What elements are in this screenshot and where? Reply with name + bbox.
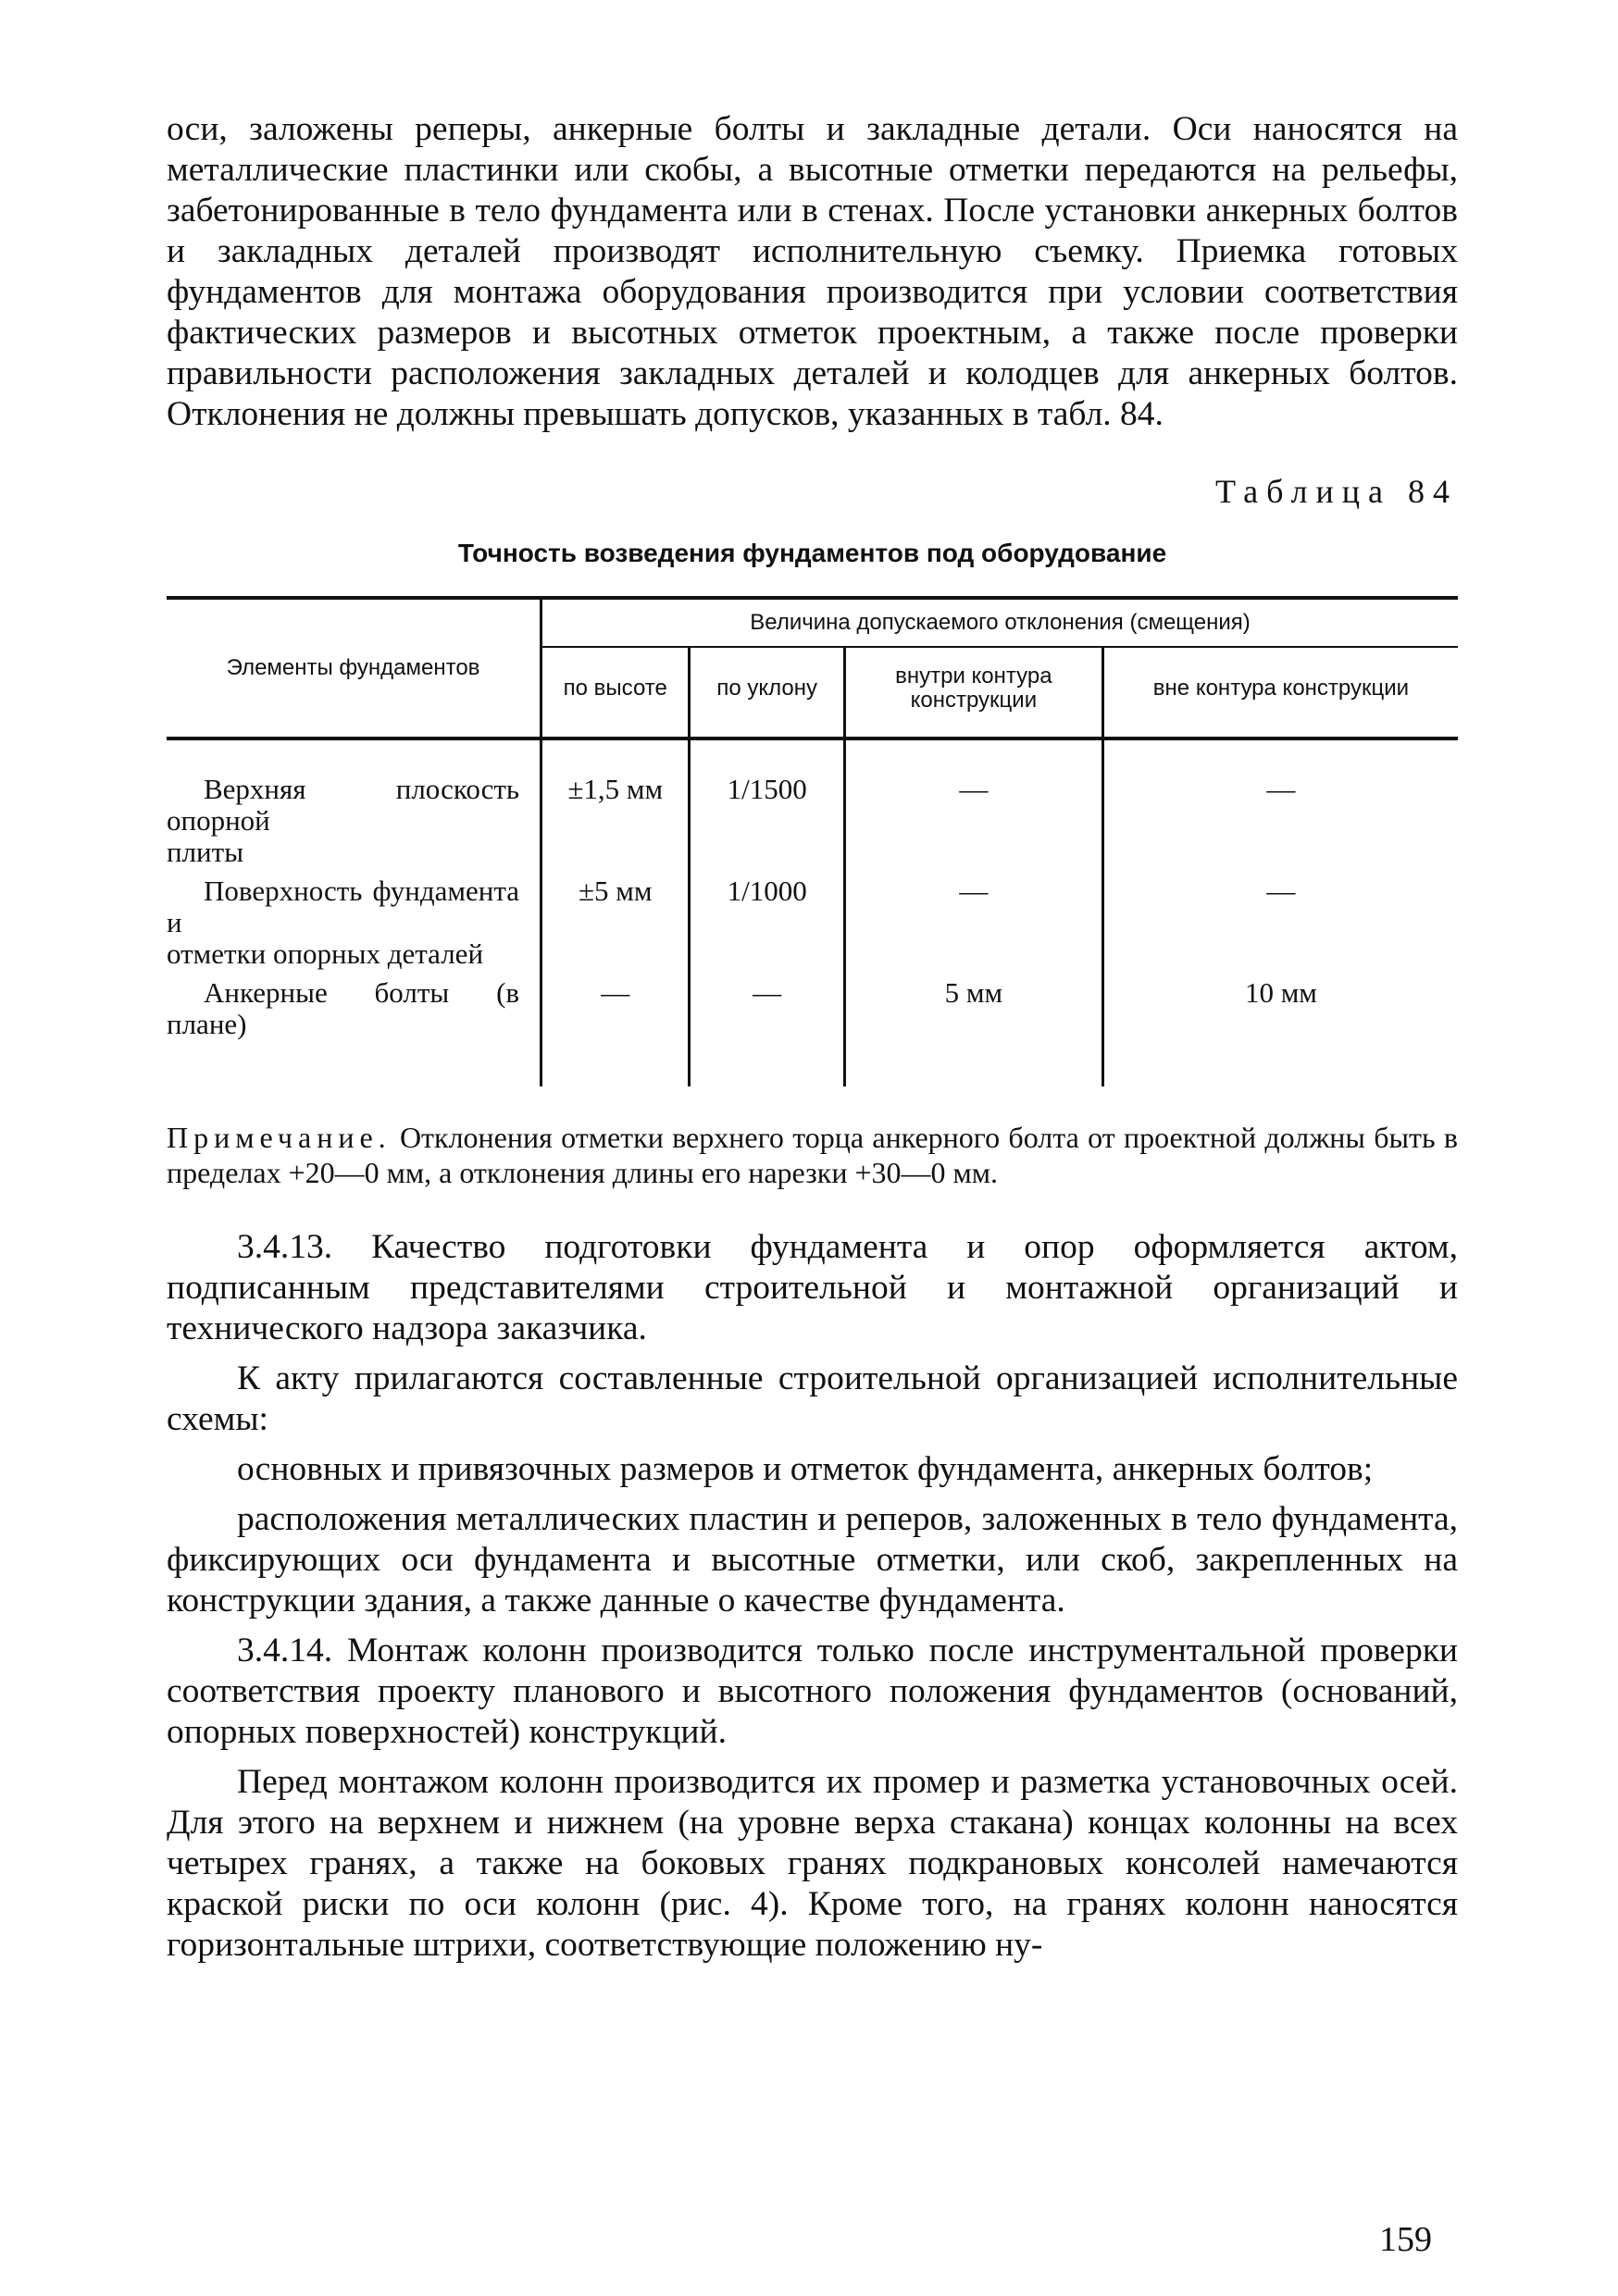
- cell-outside: 10 мм: [1102, 974, 1458, 1086]
- tolerance-table: [167, 596, 1458, 1086]
- paragraph: расположения металлических пластин и реперов, заложенных в тело фундамента, фиксирующих оси фундамента и высотные отметки, или скоб, закрепленных на конструкции здания, а также данные о качестве фундамента.: [167, 1500, 1458, 1620]
- paragraph: основных и привязочных размеров и отметок фундамента, анкерных болтов;: [237, 1450, 1374, 1488]
- cell-height: ±1,5 мм: [541, 738, 690, 872]
- document-page: [167, 109, 1458, 1966]
- page-number: 159: [1379, 2220, 1432, 2259]
- col-header-slope: по уклону: [690, 647, 844, 738]
- paragraph: К акту прилагаются составленные строительной организацией исполнительные схемы:: [167, 1359, 1458, 1438]
- cell-height: —: [541, 974, 690, 1086]
- row-name: [167, 738, 541, 872]
- paragraph: 3.4.14. Монтаж колонн производится только после инструментальной проверки соответствия проекту планового и высотного положения фундаментов (оснований, опорных поверхностей) конструкций.: [167, 1632, 1458, 1751]
- row-name: [167, 974, 541, 1086]
- cell-inside: 5 мм: [844, 974, 1102, 1086]
- table-note: [167, 1120, 1458, 1190]
- col-header-group: Величина допускаемого отклонения (смещения): [541, 598, 1458, 647]
- note-text: Отклонения отметки верхнего торца анкерного болта от проектной должны быть в пределах +20—0 мм, а отклонения длины его нарезки +30—0 мм.: [167, 1121, 1458, 1189]
- row-name-first: Верхняя плоскость опорной: [167, 773, 520, 837]
- paragraph: 3.4.13. Качество подготовки фундамента и опор оформляется актом, подписанным представителями строительной и монтажной организаций и технического надзора заказчика.: [167, 1228, 1458, 1347]
- intro-paragraph: оси, заложены реперы, анкерные болты и закладные детали. Оси наносятся на металлические пластинки или скобы, а высотные отметки передаются на рельефы, забетонированные в тело фундамента или в стенах. После установки анкерных болтов и закладных деталей производят исполнительную съемку. Приемка готовых фундаментов для монтажа оборудования производится при условии соответствия фактических размеров и высотных отметок проектным, а также после проверки правильности расположения закладных деталей и колодцев для анкерных болтов. Отклонения не должны превышать допусков, указанных в табл. 84.: [167, 110, 1458, 433]
- note-label: Примечание.: [167, 1121, 392, 1154]
- cell-slope: —: [690, 974, 844, 1086]
- table-row: [167, 738, 1458, 872]
- table-title: Точность возведения фундаментов под оборудование: [457, 539, 1167, 567]
- paragraph: Перед монтажом колонн производится их промер и разметка установочных осей. Для этого на верхнем и нижнем (на уровне верха стакана) концах колонны на всех четырех гранях, а также на боковых гранях подкрановых консолей намечаются краской риски по оси колонн (рис. 4). Кроме того, на гранях колонн наносятся горизонтальные штрихи, соответствующие положению ну-: [167, 1763, 1458, 1964]
- row-name-rest: отметки опорных деталей: [167, 937, 484, 970]
- cell-outside: —: [1102, 738, 1458, 872]
- row-name-first: Поверхность фундамента и: [167, 875, 520, 938]
- col-header-height: по высоте: [541, 647, 690, 738]
- row-name-rest: плиты: [167, 836, 244, 868]
- cell-slope: 1/1000: [690, 872, 844, 974]
- table-number: Таблица 84: [1215, 473, 1458, 510]
- cell-inside: —: [844, 872, 1102, 974]
- cell-inside: —: [844, 738, 1102, 872]
- body-text: [167, 1227, 1458, 1966]
- cell-slope: 1/1500: [690, 738, 844, 872]
- col-header-outside: вне контура конструкции: [1102, 647, 1458, 738]
- cell-outside: —: [1102, 872, 1458, 974]
- col-header-inside: внутри контура конструкции: [844, 647, 1102, 738]
- col-header-elements: Элементы фундаментов: [226, 655, 480, 680]
- row-name-first: Анкерные болты (в плане): [167, 976, 520, 1040]
- cell-height: ±5 мм: [541, 872, 690, 974]
- row-name: [167, 872, 541, 974]
- table-row: [167, 872, 1458, 974]
- table-row: [167, 974, 1458, 1086]
